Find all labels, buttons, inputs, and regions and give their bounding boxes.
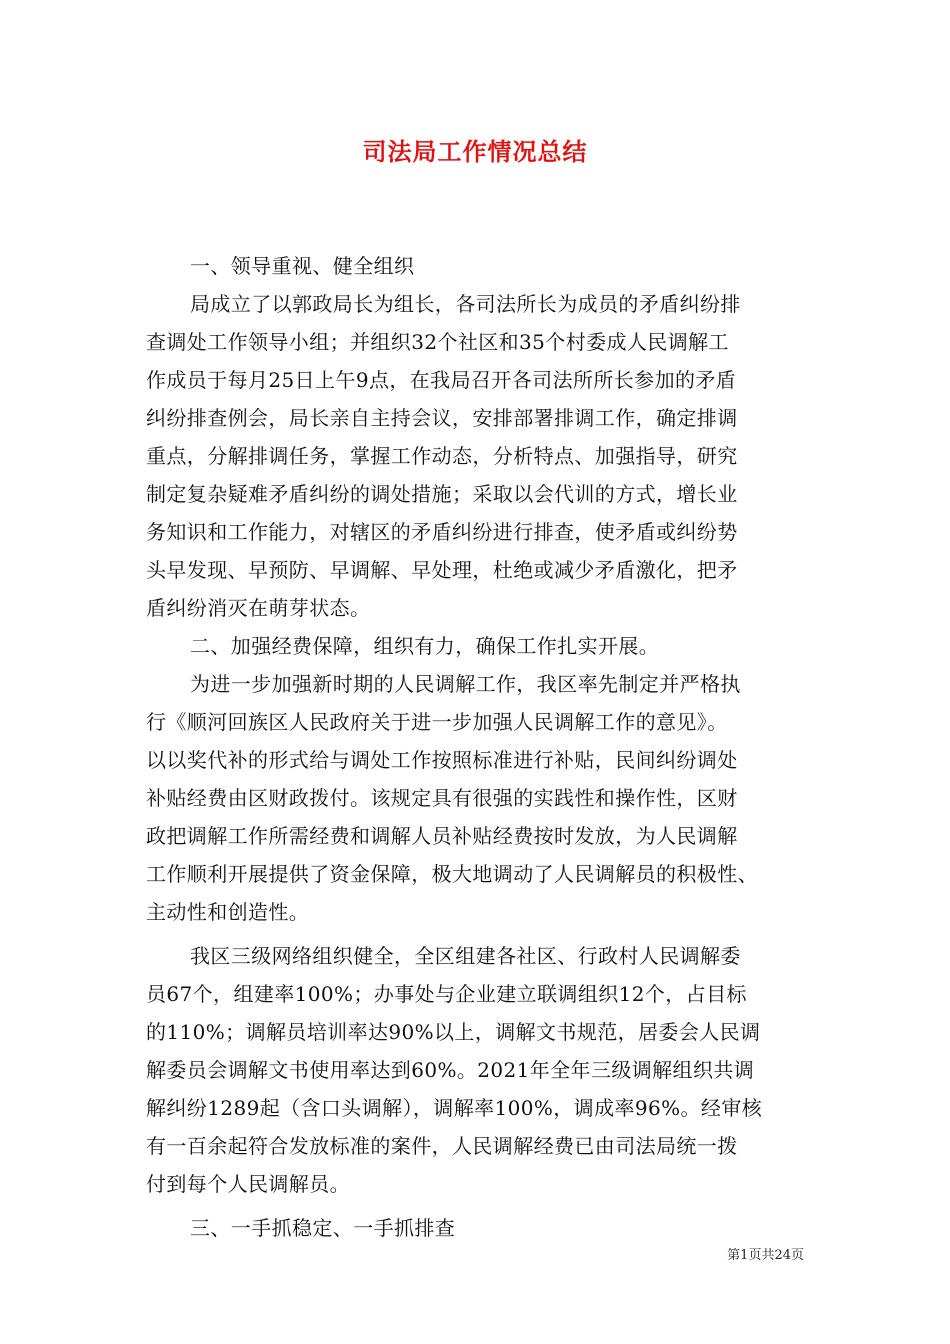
paragraph-line: 以以奖代补的形式给与调处工作按照标准进行补贴，民间纠纷调处 [146, 748, 738, 772]
paragraph-line: 务知识和工作能力，对辖区的矛盾纠纷进行排查，使矛盾或纠纷势 [146, 520, 738, 544]
section-heading-2: 二、加强经费保障，组织有力，确保工作扎实开展。 [190, 634, 660, 658]
paragraph-line: 重点，分解排调任务，掌握工作动态，分析特点、加强指导，研究 [146, 444, 738, 468]
paragraph-line: 盾纠纷消灭在萌芽状态。 [146, 596, 371, 620]
paragraph-line: 为进一步加强新时期的人民调解工作，我区率先制定并严格执 [190, 672, 741, 696]
paragraph-line: 付到每个人民调解员。 [146, 1172, 350, 1196]
paragraph-line: 主动性和创造性。 [146, 900, 310, 924]
page-title: 司法局工作情况总结 [362, 138, 588, 166]
paragraph-line: 查调处工作领导小组；并组织32个社区和35个村委成人民调解工 [146, 330, 729, 354]
section-heading-3: 三、一手抓稳定、一手抓排查 [190, 1216, 456, 1240]
paragraph-line: 有一百余起符合发放标准的案件，人民调解经费已由司法局统一拨 [146, 1134, 738, 1158]
paragraph-line: 作成员于每月25日上午9点，在我局召开各司法所所长参加的矛盾 [146, 368, 737, 392]
paragraph-line: 补贴经费由区财政拨付。该规定具有很强的实践性和操作性，区财 [146, 786, 738, 810]
paragraph-line: 解纠纷1289起（含口头调解），调解率100%，调成率96%。经审核 [146, 1096, 763, 1120]
document-body [146, 247, 814, 1247]
paragraph-line: 行《顺河回族区人民政府关于进一步加强人民调解工作的意见》。 [146, 710, 728, 734]
paragraph-line: 头早发现、早预防、早调解、早处理，杜绝或减少矛盾激化，把矛 [146, 558, 738, 582]
paragraph-line: 局成立了以郭政局长为组长，各司法所长为成员的矛盾纠纷排 [190, 292, 741, 316]
paragraph-line: 的110%；调解员培训率达90%以上，调解文书规范，居委会人民调 [146, 1020, 761, 1044]
paragraph-line: 工作顺利开展提供了资金保障，极大地调动了人民调解员的积极性、 [146, 862, 758, 886]
paragraph-line: 纠纷排查例会，局长亲自主持会议，安排部署排调工作，确定排调 [146, 406, 738, 430]
section-heading-1: 一、领导重视、健全组织 [190, 254, 415, 278]
page-number: 第1页共24页 [727, 1248, 804, 1263]
paragraph-line: 政把调解工作所需经费和调解人员补贴经费按时发放，为人民调解 [146, 824, 738, 848]
paragraph-line: 制定复杂疑难矛盾纠纷的调处措施；采取以会代训的方式，增长业 [146, 482, 738, 506]
paragraph-line: 员67个，组建率100%；办事处与企业建立联调组织12个，占目标 [146, 982, 747, 1006]
paragraph-line: 我区三级网络组织健全，全区组建各社区、行政村人民调解委 [190, 944, 741, 968]
paragraph-line: 解委员会调解文书使用率达到60%。2021年全年三级调解组织共调 [146, 1058, 755, 1082]
